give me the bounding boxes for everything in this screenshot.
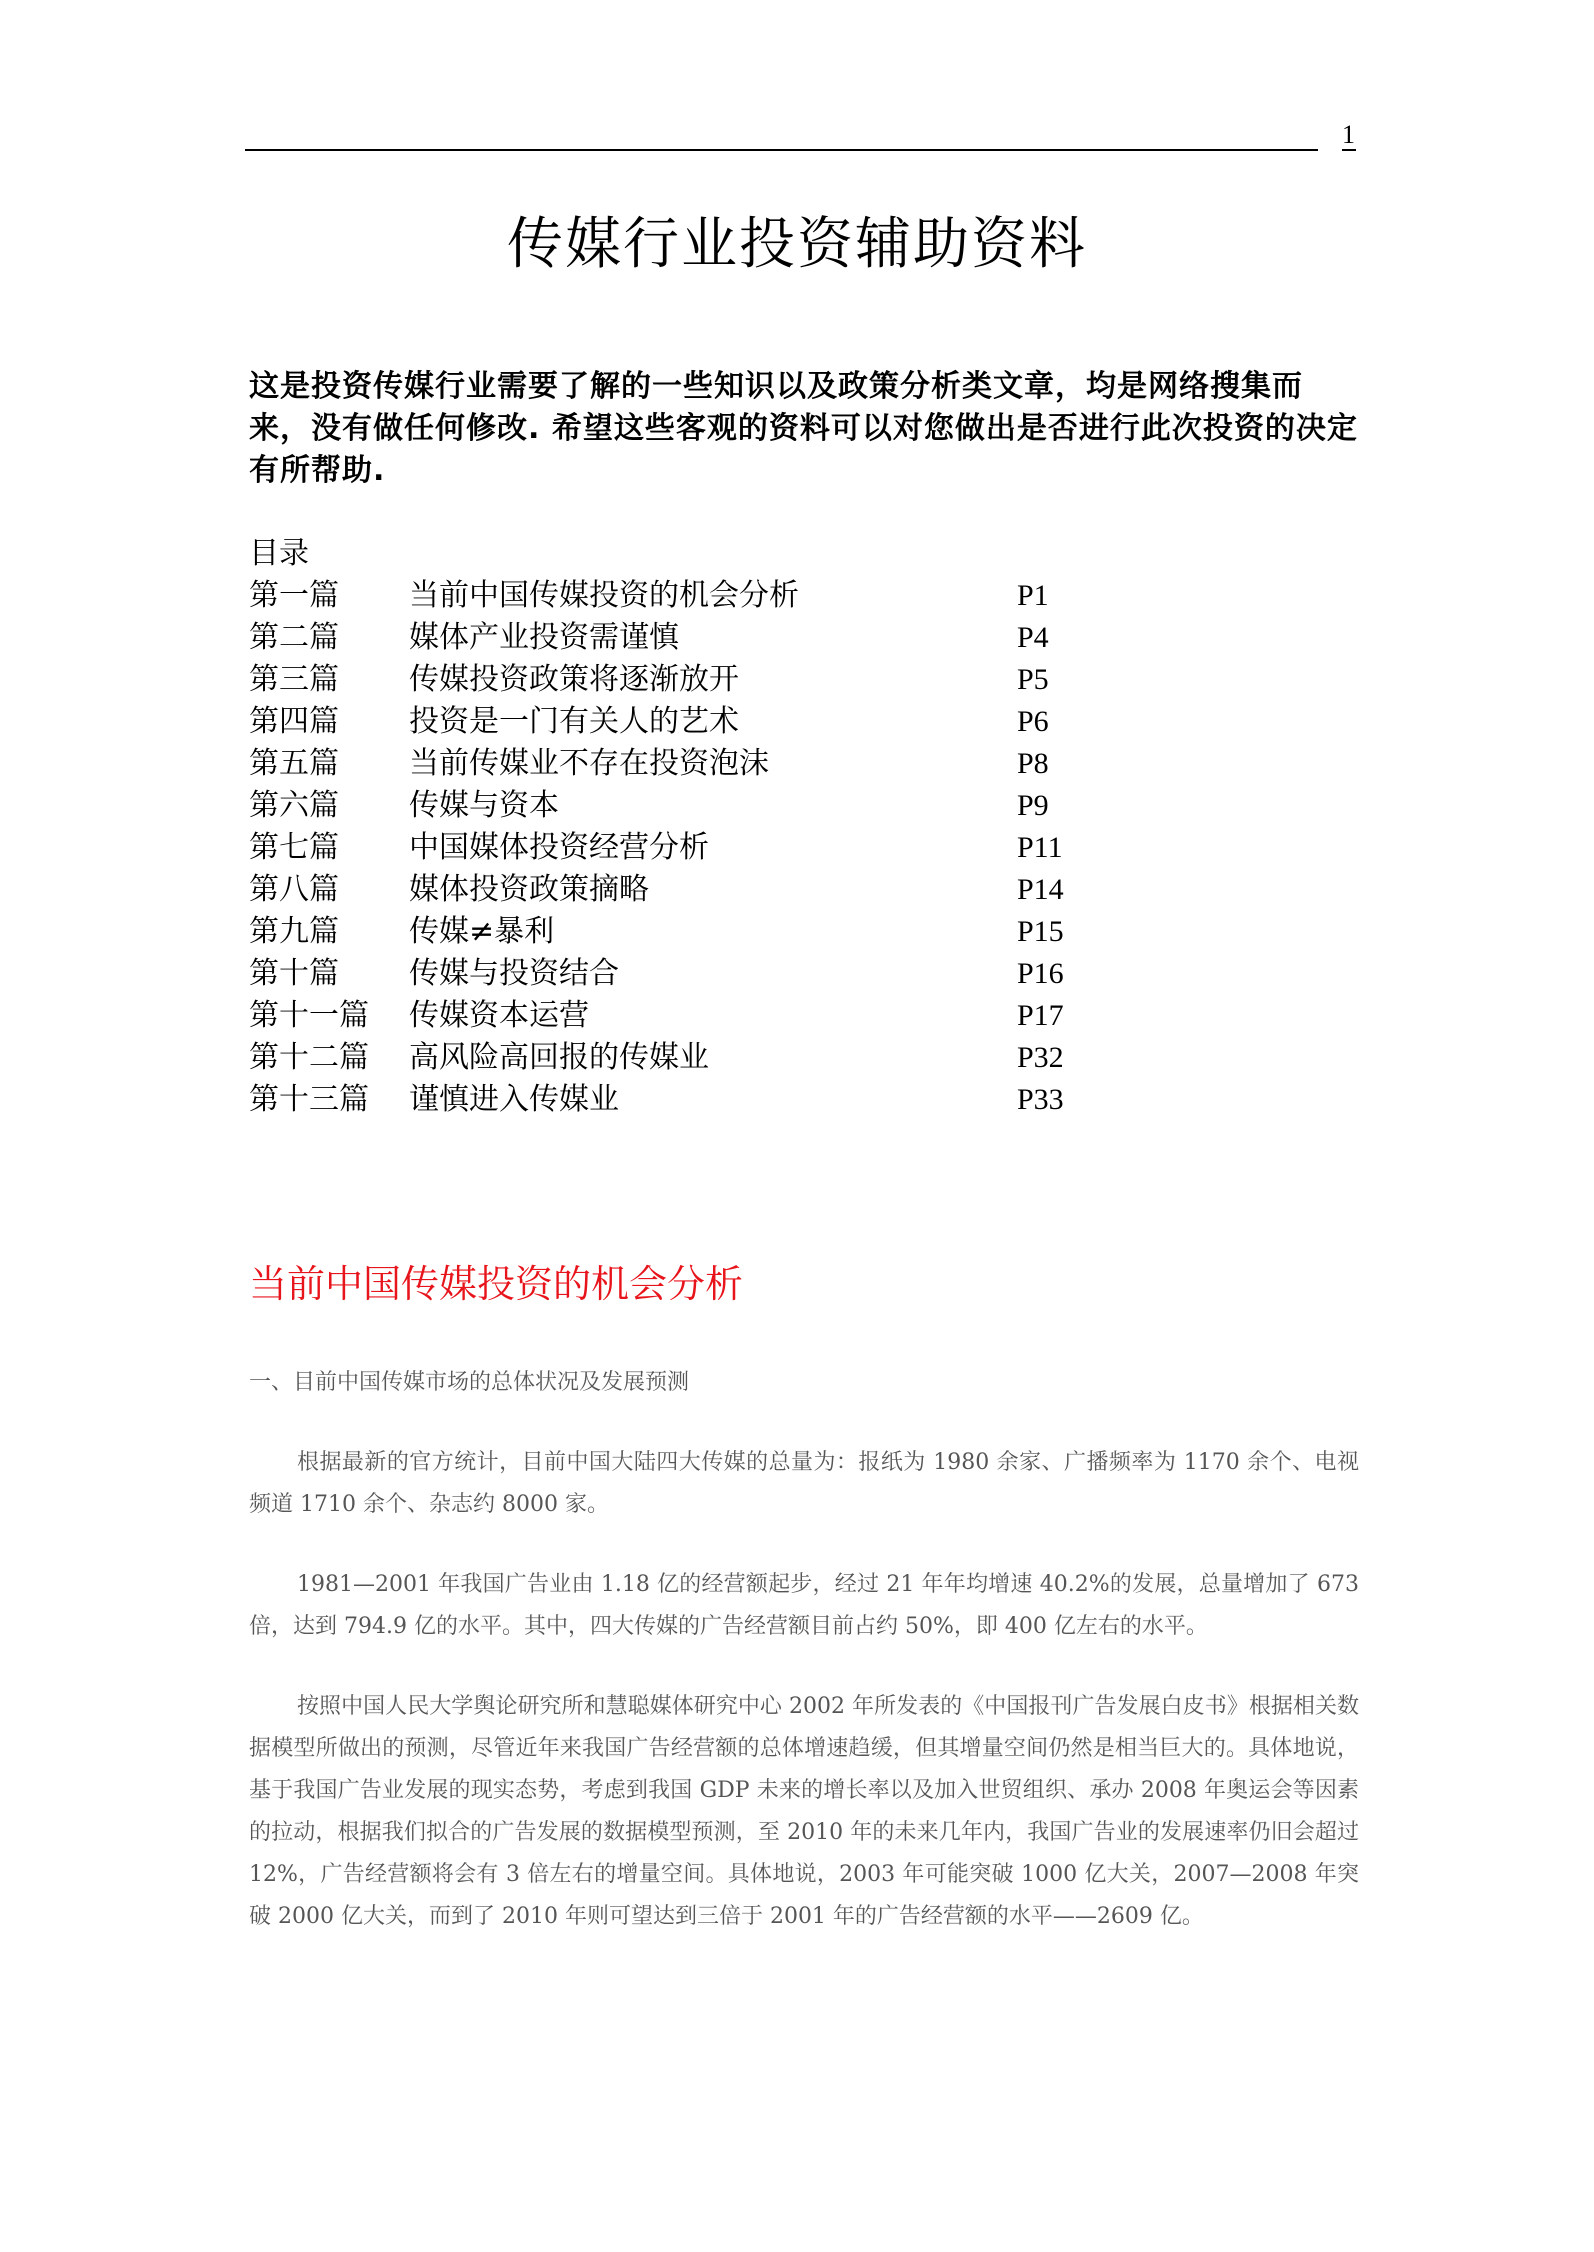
toc-entry[interactable]	[249, 1037, 1149, 1079]
toc-part: 第六篇	[249, 788, 339, 823]
toc-entry[interactable]	[249, 827, 1149, 869]
toc-part: 第十一篇	[249, 998, 369, 1033]
body-paragraph: 按照中国人民大学舆论研究所和慧聪媒体研究中心 2002 年所发表的《中国报刊广告发展白皮书》根据相关数据模型所做出的预测，尽管近年来我国广告经营额的总体增速趋缓，但其增量空间仍然是相当巨大的。具体地说，基于我国广告业发展的现实态势，考虑到我国 GDP 未来的增长率以及加入世贸组织、承办 2008 年奥运会等因素的拉动，根据我们拟合的广告发展的数据模型预测，至 2010 年的未来几年内，我国广告业的发展速率仍旧会超过 12%，广告经营额将会有 3 倍左右的增量空间。具体地说，2003 年可能突破 1000 亿大关，2007—2008 年突破 2000 亿大关，而到了 2010 年则可望达到三倍于 2001 年的广告经营额的水平——2609 亿。	[249, 1694, 1359, 1929]
toc-entry[interactable]	[249, 785, 1149, 827]
toc-page: P14	[1017, 873, 1064, 906]
toc-part: 第十二篇	[249, 1040, 369, 1075]
toc-page: P9	[1017, 789, 1049, 822]
header-rule	[245, 149, 1318, 151]
toc-title: 传媒≠暴利	[409, 914, 555, 949]
toc-entry[interactable]	[249, 869, 1149, 911]
page-number-underline	[1342, 149, 1356, 151]
toc-page: P6	[1017, 705, 1049, 738]
toc-page: P15	[1017, 915, 1064, 948]
toc-title: 当前传媒业不存在投资泡沫	[409, 746, 769, 781]
toc-title: 传媒资本运营	[409, 998, 589, 1033]
toc-part: 第一篇	[249, 578, 339, 613]
toc-part: 第十篇	[249, 956, 339, 991]
toc-title: 投资是一门有关人的艺术	[409, 704, 739, 739]
toc-part: 第七篇	[249, 830, 339, 865]
toc-entry[interactable]	[249, 575, 1149, 617]
toc-page: P8	[1017, 747, 1049, 780]
toc-entry[interactable]	[249, 617, 1149, 659]
body-paragraph: 根据最新的官方统计，目前中国大陆四大传媒的总量为：报纸为 1980 余家、广播频率为 1170 余个、电视频道 1710 余个、杂志约 8000 家。	[249, 1450, 1359, 1517]
toc-page: P17	[1017, 999, 1064, 1032]
intro-paragraph: 这是投资传媒行业需要了解的一些知识以及政策分析类文章，均是网络搜集而来，没有做任何修改. 希望这些客观的资料可以对您做出是否进行此次投资的决定有所帮助.	[249, 369, 1358, 488]
toc-title: 谨慎进入传媒业	[409, 1082, 619, 1117]
toc-page: P16	[1017, 957, 1064, 990]
toc-part: 第二篇	[249, 620, 339, 655]
toc-title: 媒体产业投资需谨慎	[409, 620, 679, 655]
toc-title: 媒体投资政策摘略	[409, 872, 649, 907]
body-paragraph: 1981—2001 年我国广告业由 1.18 亿的经营额起步，经过 21 年年均增速 40.2%的发展，总量增加了 673 倍，达到 794.9 亿的水平。其中，四大传媒的广告经营额目前占约 50%，即 400 亿左右的水平。	[249, 1572, 1359, 1639]
toc-part: 第四篇	[249, 704, 339, 739]
page-number: 1	[1342, 120, 1355, 149]
toc-entry[interactable]	[249, 953, 1149, 995]
toc-entry[interactable]	[249, 911, 1149, 953]
toc-page: P32	[1017, 1041, 1064, 1074]
section-title: 当前中国传媒投资的机会分析	[249, 1262, 744, 1306]
toc-page: P5	[1017, 663, 1049, 696]
toc-part: 第八篇	[249, 872, 339, 907]
toc-title: 传媒投资政策将逐渐放开	[409, 662, 739, 697]
toc-title: 中国媒体投资经营分析	[409, 830, 709, 865]
table-of-contents	[249, 533, 1149, 1121]
toc-part: 第五篇	[249, 746, 339, 781]
toc-title: 当前中国传媒投资的机会分析	[409, 578, 799, 613]
section-subheading: 一、目前中国传媒市场的总体状况及发展预测	[249, 1370, 690, 1395]
toc-entry[interactable]	[249, 659, 1149, 701]
toc-heading: 目录	[249, 536, 309, 571]
toc-title: 传媒与投资结合	[409, 956, 619, 991]
toc-part: 第九篇	[249, 914, 339, 949]
toc-title: 传媒与资本	[409, 788, 559, 823]
toc-entry[interactable]	[249, 701, 1149, 743]
toc-page: P1	[1017, 579, 1049, 612]
toc-part: 第十三篇	[249, 1082, 369, 1117]
toc-part: 第三篇	[249, 662, 339, 697]
toc-entry[interactable]	[249, 1079, 1149, 1121]
toc-page: P33	[1017, 1083, 1064, 1116]
toc-entry[interactable]	[249, 743, 1149, 785]
document-title: 传媒行业投资辅助资料	[507, 212, 1087, 277]
toc-page: P11	[1017, 831, 1063, 864]
toc-title: 高风险高回报的传媒业	[409, 1040, 709, 1075]
toc-entry[interactable]	[249, 995, 1149, 1037]
toc-page: P4	[1017, 621, 1049, 654]
